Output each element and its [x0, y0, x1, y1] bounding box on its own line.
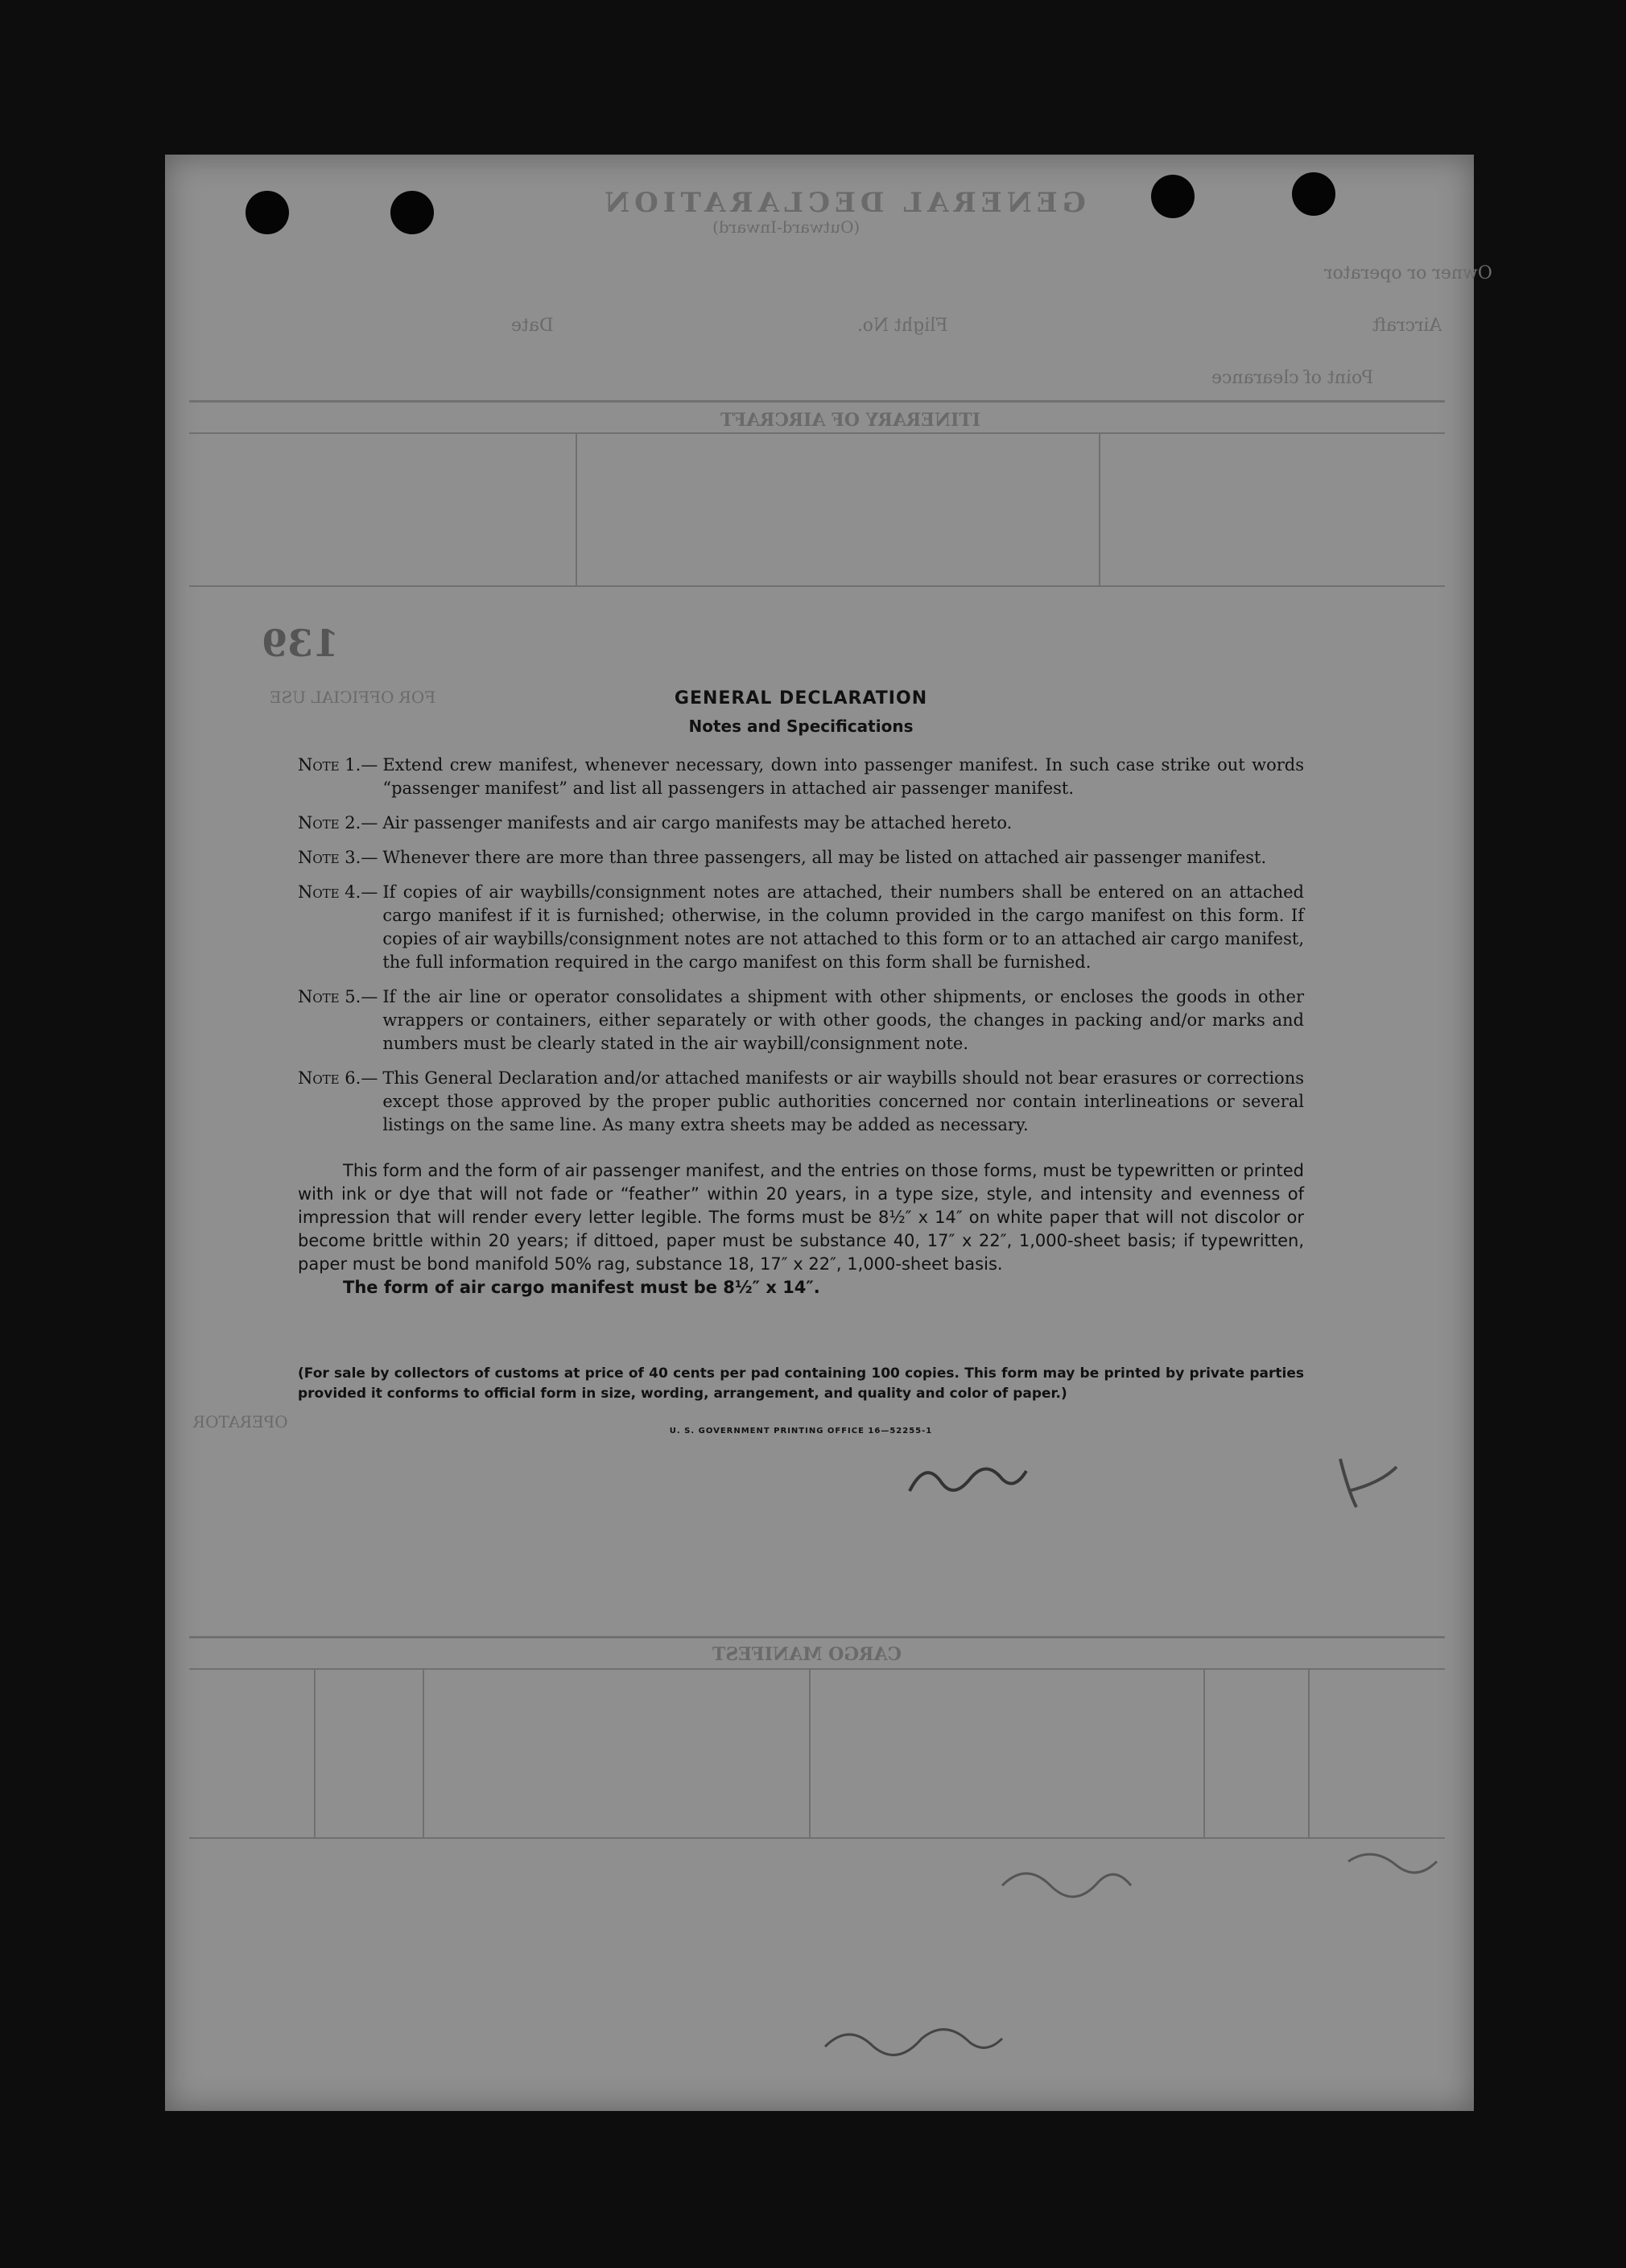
document-page — [165, 155, 1492, 2111]
note-label: Note 2.— — [298, 813, 378, 832]
note-2 — [298, 812, 1304, 835]
bleed-through-header: GENERAL DECLARATION — [600, 187, 1086, 219]
note-5 — [298, 985, 1304, 1056]
notes-section — [298, 688, 1304, 1436]
bleed-through-operator: OPERATOR — [193, 1412, 288, 1431]
printing-office-line: U. S. GOVERNMENT PRINTING OFFICE 16—52255-1 — [669, 1427, 933, 1436]
note-label: Note 6.— — [298, 1068, 378, 1088]
bleed-through-clearance: Point of clearance — [1211, 368, 1374, 388]
note-text: Air passenger manifests and air cargo manifests may be attached hereto. — [382, 813, 1013, 832]
bleed-through-cargo-manifest: CARGO MANIFEST — [712, 1644, 902, 1665]
form-requirements-paragraph: This form and the form of air passenger manifest, and the entries on those forms, must be typewritten or printed with ink or dye that will not fade or “feather” within 20 years, in a type size, style, and intensity and evenness of impression that will render every letter legible. The forms must be 8½″ x 14″ on white paper that will not discolor or become brittle within 20 years; if dittoed, paper must be substance 40, 17″ x 22″, 1,000-sheet basis; if typewritten, paper must be bond manifold 50% rag, substance 18, 17″ x 22″, 1,000-sheet basis. — [298, 1161, 1304, 1274]
bleed-through-aircraft: Aircraft — [1372, 316, 1442, 336]
note-label: Note 5.— — [298, 987, 378, 1006]
bleed-through-owner: Owner or operator — [1324, 263, 1492, 283]
note-text: This General Declaration and/or attached manifests or air waybills should not bear erasures or corrections except those approved by the proper public authorities concerned nor contain interlineations or several listings on the same line. As many extra sheets may be added as necessary. — [382, 1068, 1304, 1134]
note-4 — [298, 881, 1304, 974]
note-text: If the air line or operator consolidates a shipment with other shipments, or encloses the goods in other wrappers or containers, either separately or with other goods, the changes in packing and/or marks and numbers must be clearly stated in the air waybill/consignment note. — [382, 987, 1304, 1053]
note-label: Note 3.— — [298, 848, 378, 867]
note-label: Note 4.— — [298, 882, 378, 902]
bleed-through-date: Date — [511, 316, 554, 336]
bleed-through-flight: Flight No. — [857, 316, 948, 336]
note-text: If copies of air waybills/consignment notes are attached, their numbers shall be entered on an attached cargo manifest if it is furnished; otherwise, in the column provided in the cargo manifest on this form. If copies of air waybills/consignment notes are not attached to this form or to an attached air cargo manifest, the full information required in the cargo manifest on this form shall be furnished. — [382, 882, 1304, 972]
note-text: Extend crew manifest, whenever necessary, down into passenger manifest. In such case strike out words “passenger manifest” and list all passengers in attached air passenger manifest. — [382, 755, 1304, 798]
note-3 — [298, 846, 1304, 870]
bleed-through-official-use: FOR OFFICIAL USE — [270, 688, 436, 707]
sale-notice: (For sale by collectors of customs at price of 40 cents per pad containing 100 copies. This form may be printed by private parties provided it conforms to official form in size, wording, arrangement, and quality and color of paper.) — [298, 1365, 1304, 1402]
note-text: Whenever there are more than three passengers, all may be listed on attached air passenger manifest. — [382, 848, 1267, 867]
page-title: GENERAL DECLARATION — [674, 688, 928, 708]
cargo-size-line: The form of air cargo manifest must be 8½″ x 14″. — [343, 1278, 820, 1297]
note-label: Note 1.— — [298, 755, 378, 775]
bleed-through-itinerary: ITINERARY OF AIRCRAFT — [720, 410, 981, 431]
bleed-through-header-sub: (Outward-Inward) — [712, 217, 860, 237]
note-1 — [298, 754, 1304, 800]
bleed-through-stamp: 139 — [262, 622, 340, 665]
page-subtitle: Notes and Specifications — [688, 717, 914, 736]
note-6 — [298, 1067, 1304, 1137]
